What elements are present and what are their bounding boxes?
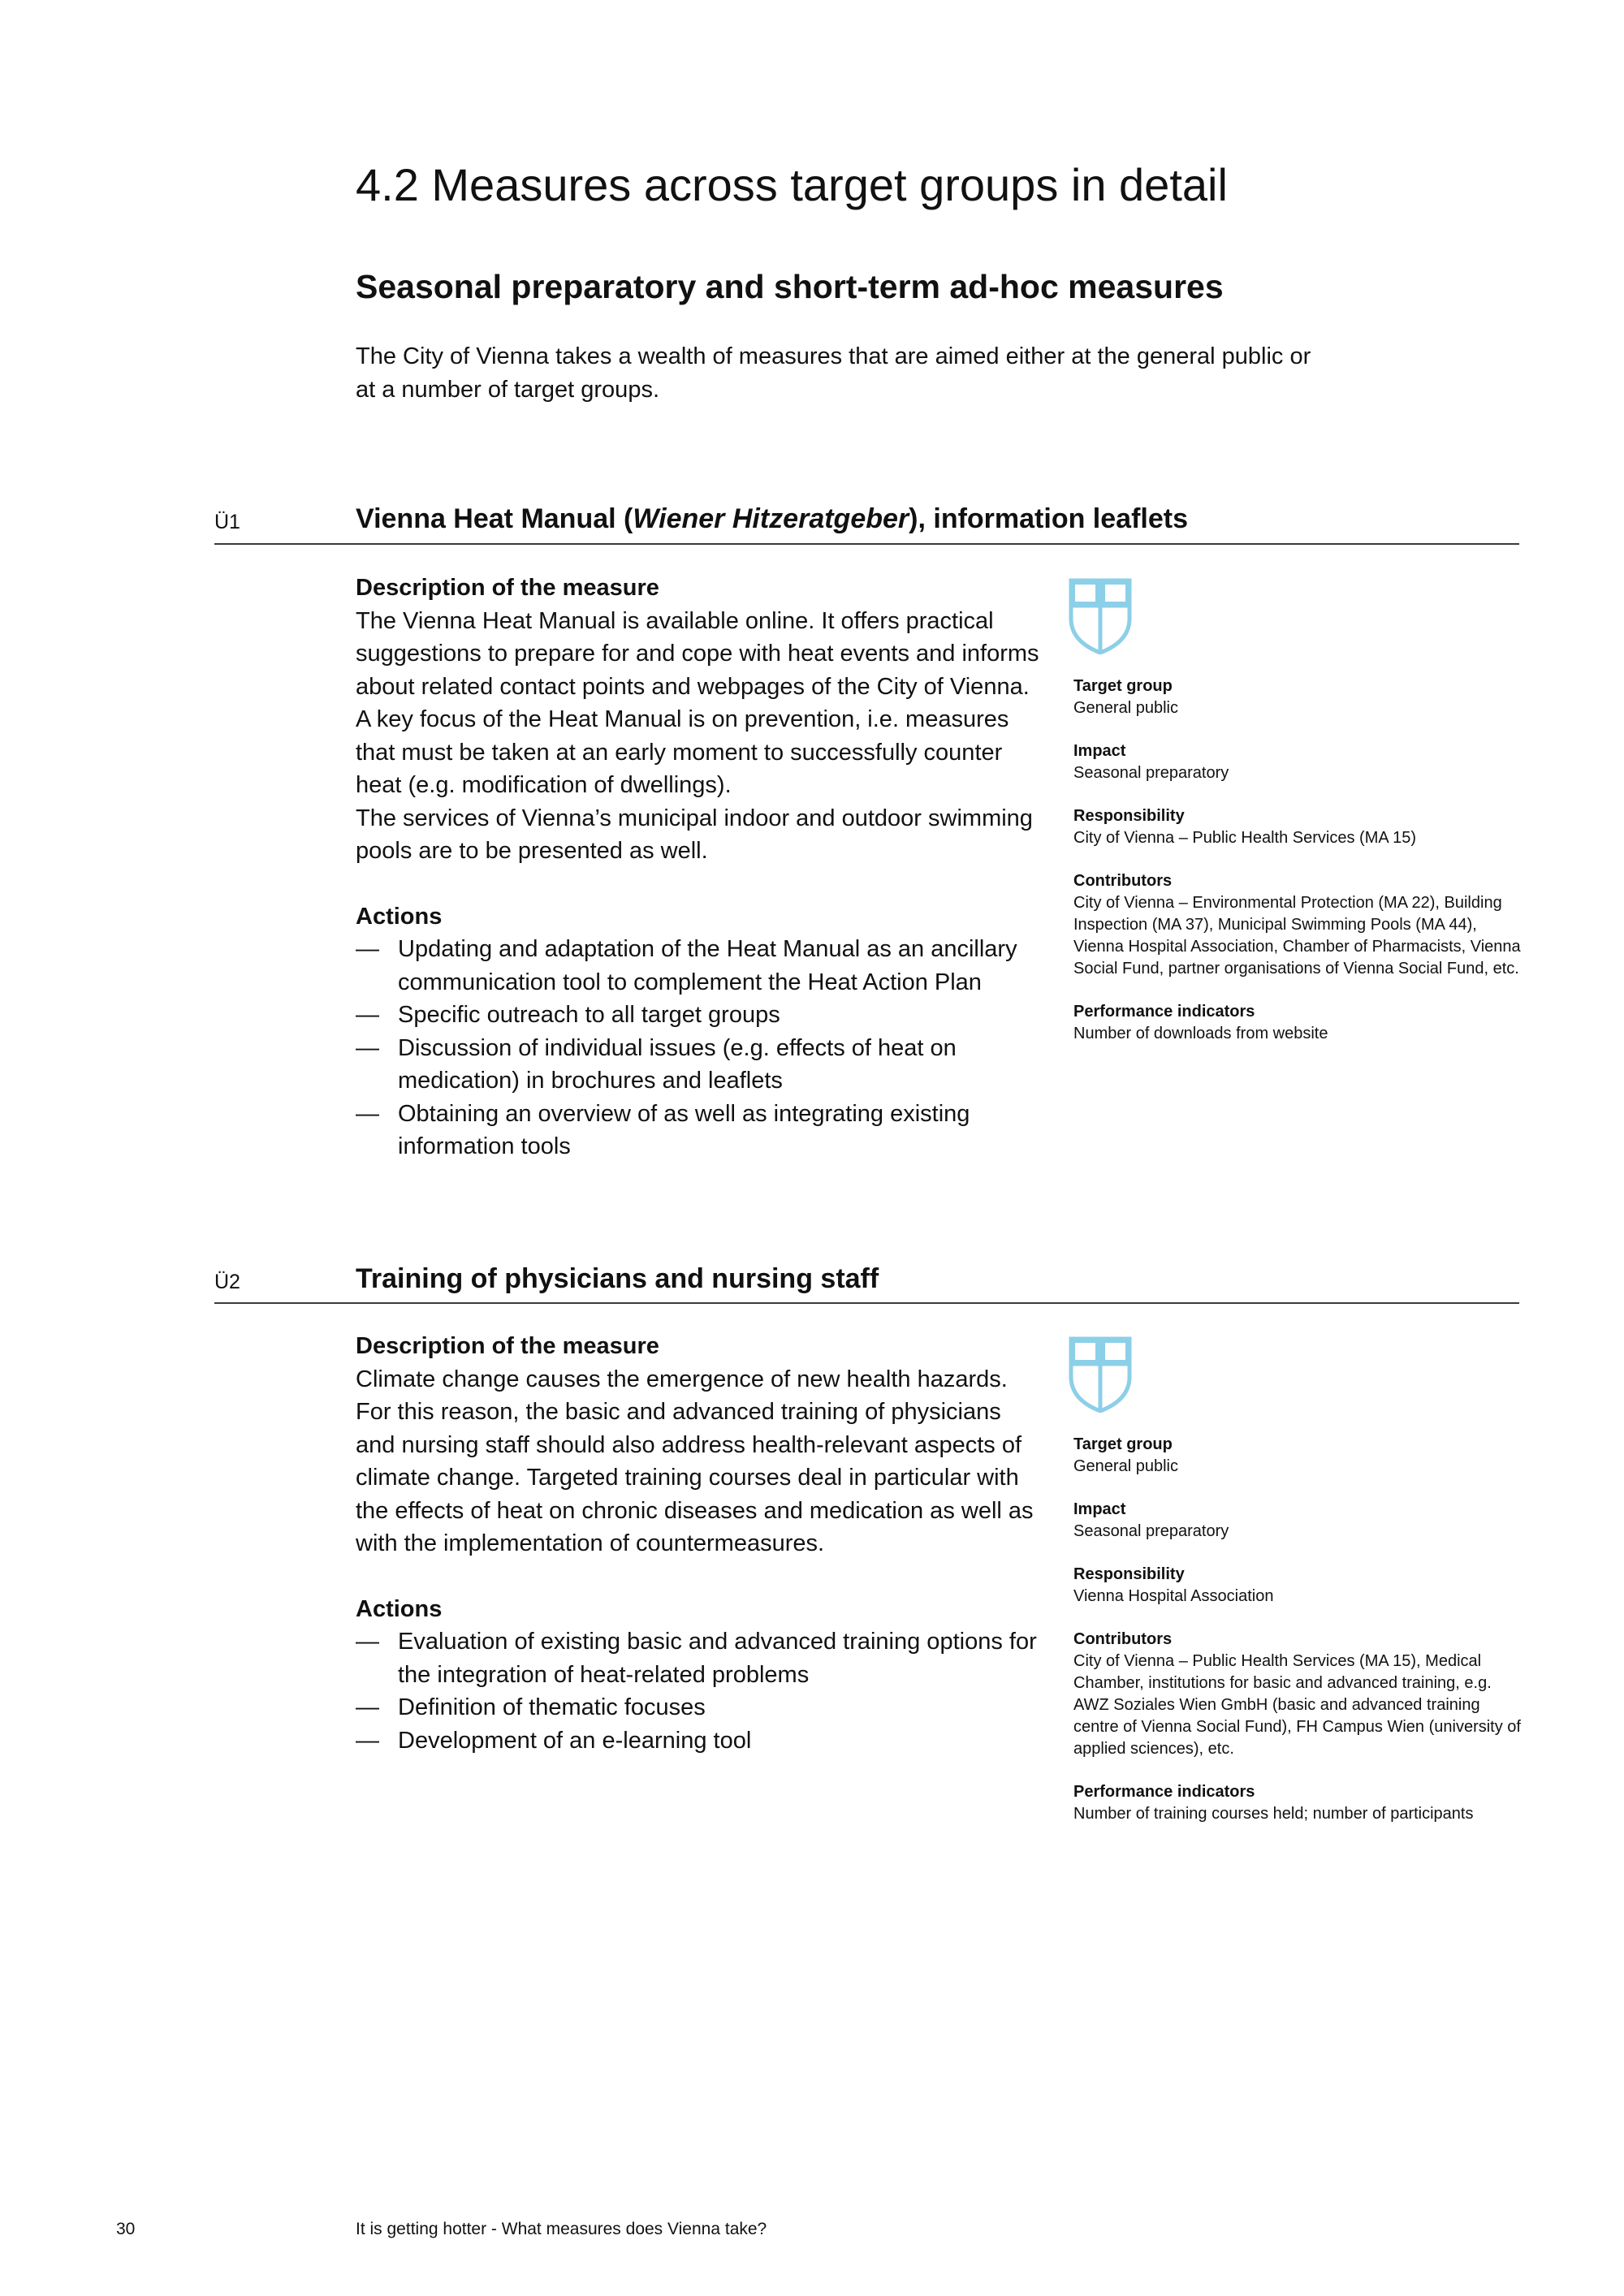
info-target-group: Target group General public — [1073, 1435, 1178, 1475]
measure-code: Ü2 — [214, 1271, 240, 1293]
intro-text: The City of Vienna takes a wealth of measures that are aimed either at the general public or at a number of target groups. — [356, 343, 1311, 403]
measure-title-italic: Wiener Hitzeratgeber — [633, 503, 909, 534]
description-heading: Description of the measure — [356, 1333, 659, 1359]
vienna-crest-icon — [1069, 1336, 1132, 1413]
list-item: — Updating and adaptation of the Heat Manual as an ancillary communication tool to complement the Heat Action Plan — [356, 933, 1046, 999]
page-number: 30 — [116, 2220, 136, 2238]
info-impact: Impact Seasonal preparatory — [1073, 742, 1229, 782]
description-text: Climate change causes the emergence of new health hazards. For this reason, the basic and advanced training of physicians and nursing staff should also address health-relevant aspects of climate change. Targeted training courses deal in particular with the effects of heat on chronic diseases and medication as well as with the implementation of countermeasures. — [356, 1366, 1034, 1556]
list-item: — Definition of thematic focuses — [356, 1691, 1046, 1724]
info-impact: Impact Seasonal preparatory — [1073, 1500, 1229, 1540]
measure-description — [356, 572, 1046, 1163]
actions-list — [356, 1625, 1046, 1757]
measure-title-part: Vienna Heat Manual ( — [356, 503, 633, 534]
section-divider — [214, 1302, 1519, 1304]
section-subtitle: Seasonal preparatory and short-term ad-hoc measures — [356, 268, 1224, 305]
list-item: — Specific outreach to all target groups — [356, 999, 1046, 1032]
measure-title — [356, 501, 1188, 537]
description-text: The services of Vienna’s municipal indoor and outdoor swimming pools are to be presented as well. — [356, 805, 1033, 864]
page-title: 4.2 Measures across target groups in detail — [356, 159, 1228, 210]
measure-code: Ü1 — [214, 511, 240, 533]
dash-bullet: — — [356, 1694, 379, 1720]
vienna-crest-icon — [1069, 578, 1132, 654]
measure-description — [356, 1330, 1046, 1757]
description-heading: Description of the measure — [356, 575, 659, 601]
dash-bullet: — — [356, 1002, 379, 1028]
info-target-group: Target group General public — [1073, 677, 1178, 717]
list-item: — Evaluation of existing basic and advanced training options for the integration of heat-related problems — [356, 1625, 1046, 1691]
measure-title-part: ), information leaflets — [909, 503, 1188, 534]
info-contributors: Contributors City of Vienna – Environmental Protection (MA 22), Building Inspection (MA 37), Municipal Swimming Pools (MA 44), Vienna Hospital Association, Chamber of Pharmacists, Vienna Social Fund, partner organisations of Vienna Social Fund, etc. — [1073, 872, 1521, 978]
dash-bullet: — — [356, 1727, 379, 1754]
section-divider — [214, 543, 1519, 545]
info-performance-indicators: Performance indicators Number of training courses held; number of participants — [1073, 1783, 1474, 1823]
footer-text: It is getting hotter - What measures does Vienna take? — [356, 2220, 767, 2238]
list-item: — Development of an e-learning tool — [356, 1724, 1046, 1758]
actions-list — [356, 933, 1046, 1163]
info-contributors: Contributors City of Vienna – Public Health Services (MA 15), Medical Chamber, institutions for basic and advanced training, e.g. AWZ Soziales Wien GmbH (basic and advanced training centre of Vienna Social Fund), FH Campus Wien (university of applied sciences), etc. — [1073, 1630, 1521, 1758]
dash-bullet: — — [356, 1100, 379, 1127]
list-item: — Discussion of individual issues (e.g. effects of heat on medication) in brochures and leaflets — [356, 1032, 1046, 1098]
list-item: — Obtaining an overview of as well as integrating existing information tools — [356, 1098, 1046, 1163]
measure-info-panel — [1073, 675, 1528, 1066]
dash-bullet: — — [356, 1034, 379, 1061]
info-responsibility: Responsibility Vienna Hospital Association — [1073, 1565, 1274, 1605]
measure-title: Training of physicians and nursing staff — [356, 1263, 879, 1294]
measure-info-panel — [1073, 1434, 1528, 1846]
description-text: The Vienna Heat Manual is available online. It offers practical suggestions to prepare for and cope with heat events and informs about related contact points and webpages of the City of Vienna. A key focus of the Heat Manual is on prevention, i.e. measures that must be taken at an early moment to successfully counter heat (e.g. modification of dwellings). — [356, 607, 1039, 798]
dash-bullet: — — [356, 1629, 379, 1655]
info-performance-indicators: Performance indicators Number of downloads from website — [1073, 1003, 1328, 1042]
dash-bullet: — — [356, 936, 379, 962]
actions-heading: Actions — [356, 1595, 443, 1622]
info-responsibility: Responsibility City of Vienna – Public Health Services (MA 15) — [1073, 807, 1417, 847]
actions-heading: Actions — [356, 903, 443, 930]
